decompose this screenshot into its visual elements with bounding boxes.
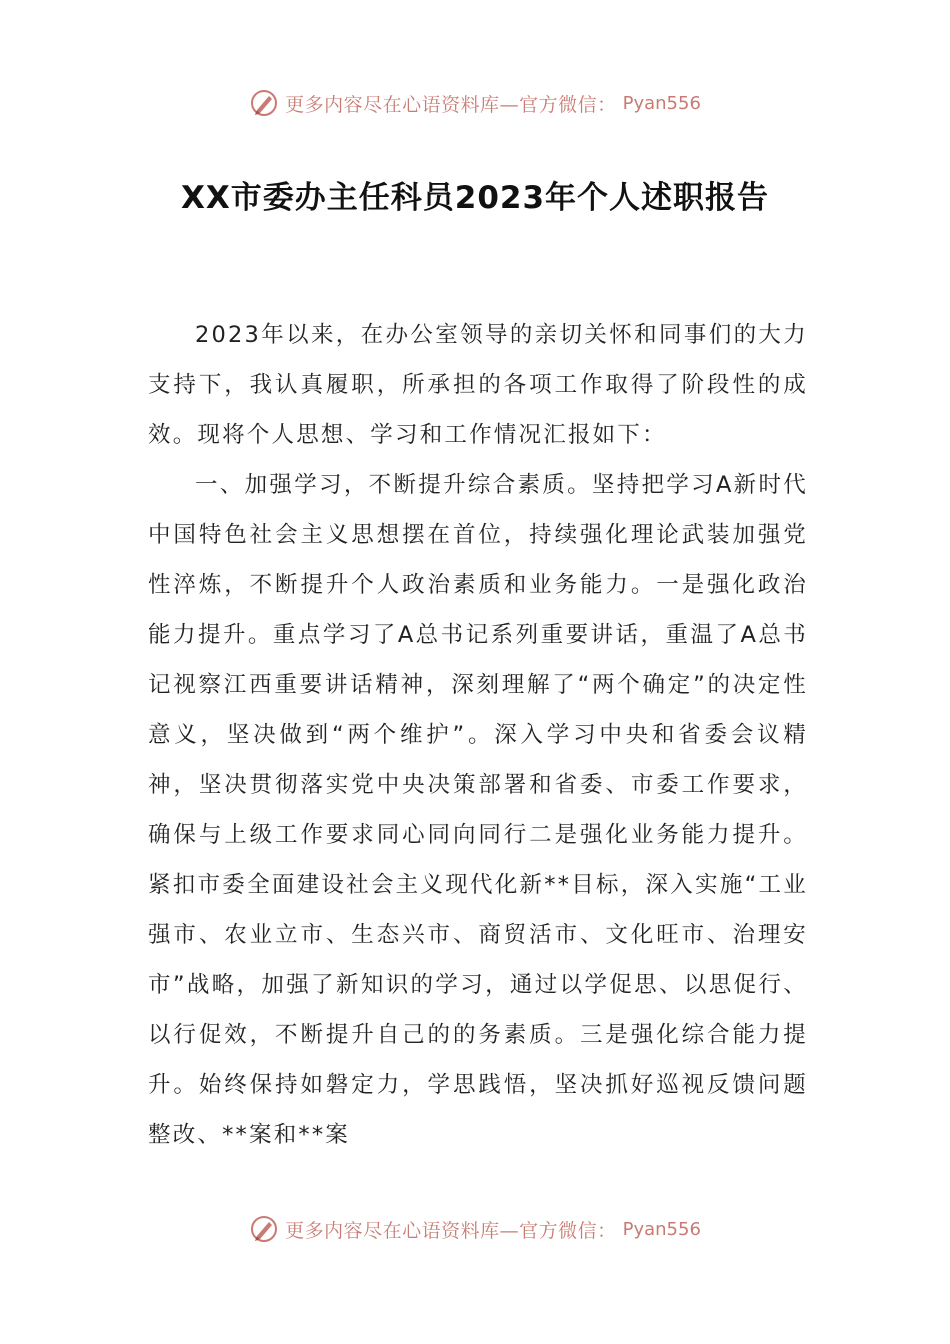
watermark-text: 更多内容尽在心语资料库—官方微信： xyxy=(285,1219,617,1242)
watermark-wechat-id: Pyan556 xyxy=(622,1218,701,1240)
watermark-footer xyxy=(0,1212,950,1246)
document-title: XX市委办主任科员2023年个人述职报告 xyxy=(180,180,770,216)
pen-logo-icon xyxy=(249,88,279,118)
paragraph-intro: 2023年以来，在办公室领导的亲切关怀和同事们的大力支持下，我认真履职，所承担的各项工作取得了阶段性的成效。现将个人思想、学习和工作情况汇报如下： xyxy=(148,322,808,448)
document-body xyxy=(148,310,808,1160)
pen-logo-icon xyxy=(249,1214,279,1244)
watermark-text: 更多内容尽在心语资料库—官方微信： xyxy=(285,93,617,116)
watermark-wechat-id: Pyan556 xyxy=(622,92,701,114)
paragraph-section-one: 一、加强学习，不断提升综合素质。坚持把学习A新时代中国特色社会主义思想摆在首位，持续强化理论武装加强党性淬炼，不断提升个人政治素质和业务能力。一是强化政治能力提升。重点学习了A总书记系列重要讲话，重温了A总书记视察江西重要讲话精神，深刻理解了“两个确定”的决定性意义，坚决做到“两个维护”。深入学习中央和省委会议精神，坚决贯彻落实党中央决策部署和省委、市委工作要求，确保与上级工作要求同心同向同行二是强化业务能力提升。紧扣市委全面建设社会主义现代化新**目标，深入实施“工业强市、农业立市、生态兴市、商贸活市、文化旺市、治理安市”战略，加强了新知识的学习，通过以学促思、以思促行、以行促效，不断提升自己的的务素质。三是强化综合能力提升。始终保持如磐定力，学思践悟，坚决抓好巡视反馈问题整改、**案和**案 xyxy=(148,472,808,1148)
watermark-header xyxy=(0,86,950,120)
